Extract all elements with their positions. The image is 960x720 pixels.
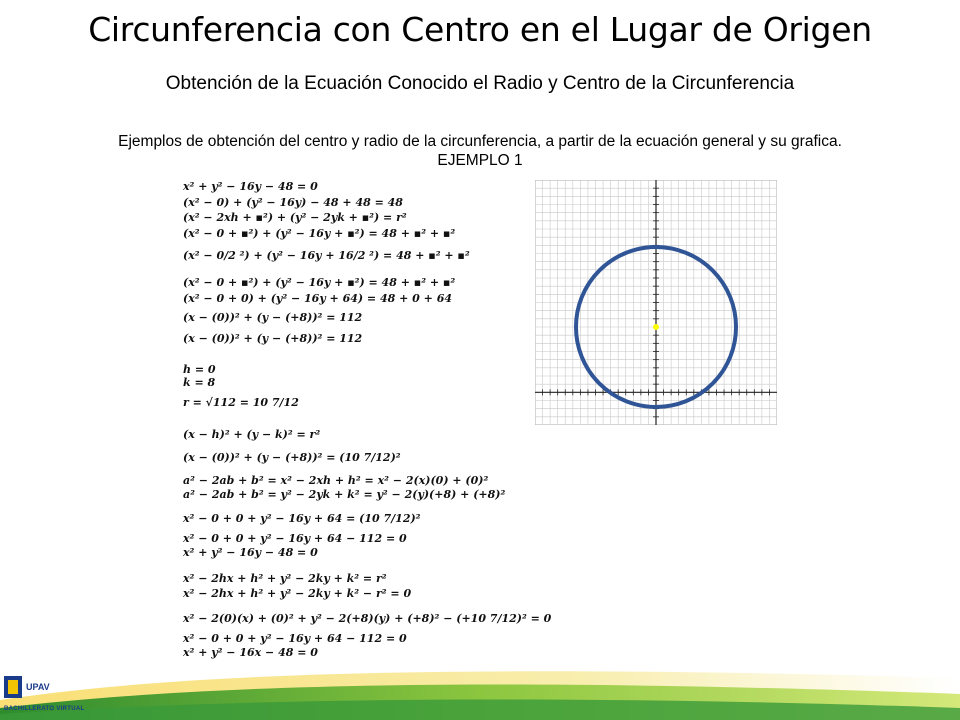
equation-general: x² − 0 + 0 + y² − 16y + 64 − 112 = 0 — [183, 632, 407, 645]
footer-decoration — [0, 660, 960, 720]
equation-line: (x² − 0 + ▪²) + (y² − 16y + ▪²) = 48 + ▪² + ▪² — [183, 227, 456, 240]
circle-center-point — [653, 324, 659, 330]
logo-name: UPAV — [26, 682, 50, 692]
equation-expansion: x² − 0 + 0 + y² − 16y + 64 = (10 7/12)² — [183, 512, 421, 525]
equation-general: x² − 2hx + h² + y² − 2ky + k² = r² — [183, 572, 387, 585]
equation-general: x² − 2(0)(x) + (0)² + y² − 2(+8)(y) + (+8)² − (+10 7/12)² = 0 — [183, 612, 552, 625]
equation-h: h = 0 — [183, 363, 216, 376]
equation-line: (x² − 0/2 ²) + (y² − 16y + 16/2 ²) = 48 + ▪² + ▪² — [183, 249, 470, 262]
description-text: Ejemplos de obtención del centro y radio de la circunferencia, a partir de la ecuación general y su grafica. — [118, 133, 842, 150]
example-label: EJEMPLO 1 — [437, 152, 523, 169]
equation-general: x² − 2hx + h² + y² − 2ky + k² − r² = 0 — [183, 587, 412, 600]
slide-subtitle: Obtención de la Ecuación Conocido el Radio y Centro de la Circunferencia — [165, 73, 795, 94]
equation-k: k = 8 — [183, 376, 216, 389]
equation-line: (x − (0))² + (y − (+8))² = 112 — [183, 311, 363, 324]
logo-emblem-icon — [2, 672, 26, 702]
equation-line: (x² − 2xh + ▪²) + (y² − 2yk + ▪²) = r² — [183, 211, 407, 224]
equation-expansion: a² − 2ab + b² = x² − 2xh + h² = x² − 2(x)(0) + (0)² — [183, 474, 489, 487]
equation-standard-substituted: (x − (0))² + (y − (+8))² = (10 7/12)² — [183, 451, 401, 464]
equation-line: x² + y² − 16y − 48 = 0 — [183, 180, 318, 193]
slide-title: Circunferencia con Centro en el Lugar de Origen — [88, 10, 872, 49]
equation-result: x² + y² − 16y − 48 = 0 — [183, 546, 318, 559]
equation-r: r = √112 = 10 7/12 — [183, 396, 299, 409]
circle-graph — [535, 180, 777, 425]
equation-expansion: x² − 0 + 0 + y² − 16y + 64 − 112 = 0 — [183, 532, 407, 545]
equation-line: (x² − 0) + (y² − 16y) − 48 + 48 = 48 — [183, 196, 403, 209]
equation-standard-form: (x − h)² + (y − k)² = r² — [183, 428, 321, 441]
equation-line: (x − (0))² + (y − (+8))² = 112 — [183, 332, 363, 345]
slide-description — [0, 132, 960, 170]
equation-expansion: a² − 2ab + b² = y² − 2yk + k² = y² − 2(y)(+8) + (+8)² — [183, 488, 506, 501]
equation-line: (x² − 0 + ▪²) + (y² − 16y + ▪²) = 48 + ▪² + ▪² — [183, 276, 456, 289]
equation-general-result: x² + y² − 16x − 48 = 0 — [183, 646, 318, 659]
equation-line: (x² − 0 + 0) + (y² − 16y + 64) = 48 + 0 + 64 — [183, 292, 452, 305]
logo-subtitle: BACHILLERATO VIRTUAL — [4, 706, 85, 712]
